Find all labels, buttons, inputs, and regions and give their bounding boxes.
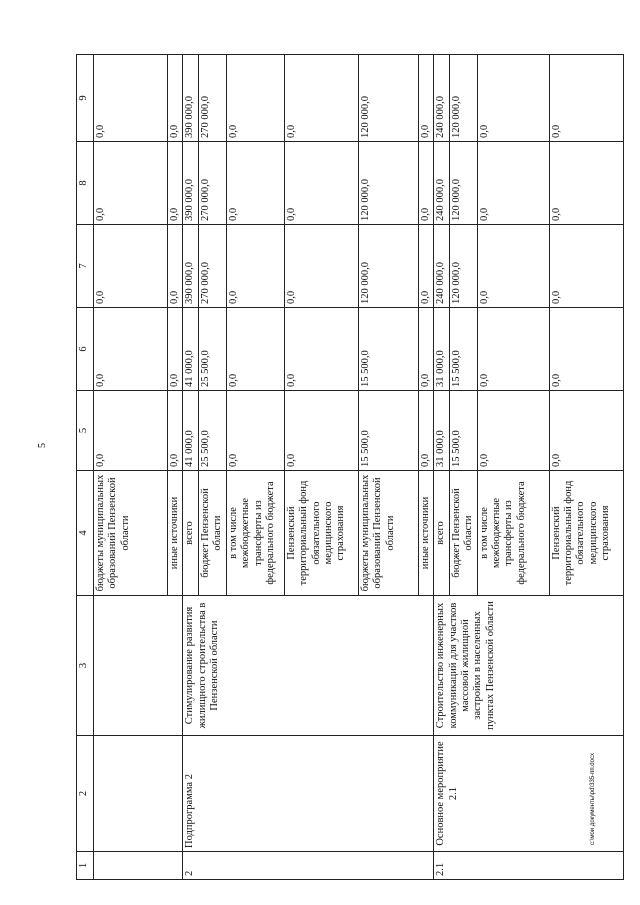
cell-value: 0,0: [94, 308, 168, 391]
cell-value: 41 000,0: [183, 308, 198, 391]
cell-value: 0,0: [418, 391, 433, 471]
cell-value: 0,0: [94, 225, 168, 308]
col-num-6: 6: [77, 308, 94, 391]
cell-source: бюджет Пензенской области: [198, 471, 226, 596]
cell-value: 0,0: [94, 142, 168, 225]
cell-value: 0,0: [226, 225, 284, 308]
cell-value: 390 000,0: [183, 225, 198, 308]
cell-value: 0,0: [477, 225, 549, 308]
cell-number: 2.1: [434, 852, 623, 880]
cell-value: 0,0: [418, 55, 433, 142]
cell-value: 0,0: [284, 142, 358, 225]
cell-value: 0,0: [549, 225, 623, 308]
cell-source: иные источники: [418, 471, 433, 596]
cell-value: 0,0: [226, 308, 284, 391]
cell-value: 25 500,0: [198, 308, 226, 391]
cell-value: 0,0: [94, 391, 168, 471]
col-num-1: 1: [77, 852, 94, 880]
col-num-2: 2: [77, 736, 94, 852]
cell-value: 0,0: [284, 225, 358, 308]
table-row: [434, 55, 449, 880]
cell-value: 41 000,0: [183, 391, 198, 471]
cell-value: 0,0: [549, 391, 623, 471]
col-num-3: 3: [77, 596, 94, 736]
page-number: 5: [37, 443, 48, 448]
cell-source: бюджет Пензенской области: [449, 471, 477, 596]
col-num-4: 4: [77, 471, 94, 596]
cell-value: 0,0: [226, 391, 284, 471]
cell-value: 0,0: [477, 142, 549, 225]
footer-file-path: c:\мои документы\pd\335-пп.docx: [590, 753, 596, 845]
cell-value: 0,0: [168, 391, 183, 471]
cell-value: 240 000,0: [434, 225, 449, 308]
col-num-5: 5: [77, 391, 94, 471]
cell-value: 0,0: [549, 55, 623, 142]
cell-value: 0,0: [549, 142, 623, 225]
cell-name: [94, 736, 183, 852]
column-number-row: [77, 55, 94, 880]
cell-source: иные источники: [168, 471, 183, 596]
cell-source: бюджеты муниципальных образований Пензенской области: [358, 471, 418, 596]
table-row: [94, 55, 168, 880]
cell-value: 0,0: [284, 308, 358, 391]
cell-value: 0,0: [284, 391, 358, 471]
cell-value: 0,0: [477, 55, 549, 142]
cell-value: 0,0: [418, 308, 433, 391]
cell-source: в том числе межбюджетные трансферты из федерального бюджета: [477, 471, 549, 596]
cell-source: бюджеты муниципальных образований Пензенской области: [94, 471, 168, 596]
cell-value: 0,0: [168, 55, 183, 142]
cell-value: 31 000,0: [434, 391, 449, 471]
cell-value: 120 000,0: [358, 142, 418, 225]
cell-source: в том числе межбюджетные трансферты из федерального бюджета: [226, 471, 284, 596]
cell-value: 0,0: [226, 55, 284, 142]
cell-value: 0,0: [418, 225, 433, 308]
cell-value: 15 500,0: [449, 308, 477, 391]
cell-value: 120 000,0: [358, 225, 418, 308]
cell-value: 120 000,0: [449, 225, 477, 308]
cell-value: 270 000,0: [198, 225, 226, 308]
rotated-page: [76, 55, 640, 880]
cell-value: 270 000,0: [198, 55, 226, 142]
cell-value: 15 500,0: [358, 308, 418, 391]
cell-source: Пензенский территориальный фонд обязательного медицинского страхования: [549, 471, 623, 596]
cell-value: 0,0: [418, 142, 433, 225]
cell-value: 0,0: [168, 142, 183, 225]
budget-table: [76, 54, 624, 880]
cell-value: 15 500,0: [358, 391, 418, 471]
table-row: [183, 55, 198, 880]
cell-value: 0,0: [549, 308, 623, 391]
cell-source: всего: [434, 471, 449, 596]
cell-value: 120 000,0: [449, 55, 477, 142]
cell-value: 0,0: [284, 55, 358, 142]
col-num-8: 8: [77, 142, 94, 225]
cell-source: всего: [183, 471, 198, 596]
cell-value: 120 000,0: [358, 55, 418, 142]
cell-value: 25 500,0: [198, 391, 226, 471]
cell-value: 390 000,0: [183, 142, 198, 225]
cell-description: Строительство инженерных коммуникаций для участков массовой жилищной застройки в населенных пунктах Пензенской области: [434, 596, 623, 736]
cell-value: 0,0: [168, 225, 183, 308]
cell-value: 0,0: [94, 55, 168, 142]
cell-name: Подпрограмма 2: [183, 736, 434, 852]
cell-value: 0,0: [168, 308, 183, 391]
cell-value: 0,0: [477, 391, 549, 471]
cell-description: Стимулирование развития жилищного строительства в Пензенской области: [183, 596, 434, 736]
cell-value: 15 500,0: [449, 391, 477, 471]
cell-name: Основное мероприятие 2.1: [434, 736, 623, 852]
col-num-7: 7: [77, 225, 94, 308]
cell-description: [94, 596, 183, 736]
cell-value: 0,0: [226, 142, 284, 225]
cell-source: Пензенский территориальный фонд обязательного медицинского страхования: [284, 471, 358, 596]
cell-number: 2: [183, 852, 434, 880]
cell-value: 240 000,0: [434, 142, 449, 225]
cell-value: 240 000,0: [434, 55, 449, 142]
cell-number: [94, 852, 183, 880]
cell-value: 120 000,0: [449, 142, 477, 225]
col-num-9: 9: [77, 55, 94, 142]
cell-value: 31 000,0: [434, 308, 449, 391]
cell-value: 390 000,0: [183, 55, 198, 142]
cell-value: 0,0: [477, 308, 549, 391]
cell-value: 270 000,0: [198, 142, 226, 225]
